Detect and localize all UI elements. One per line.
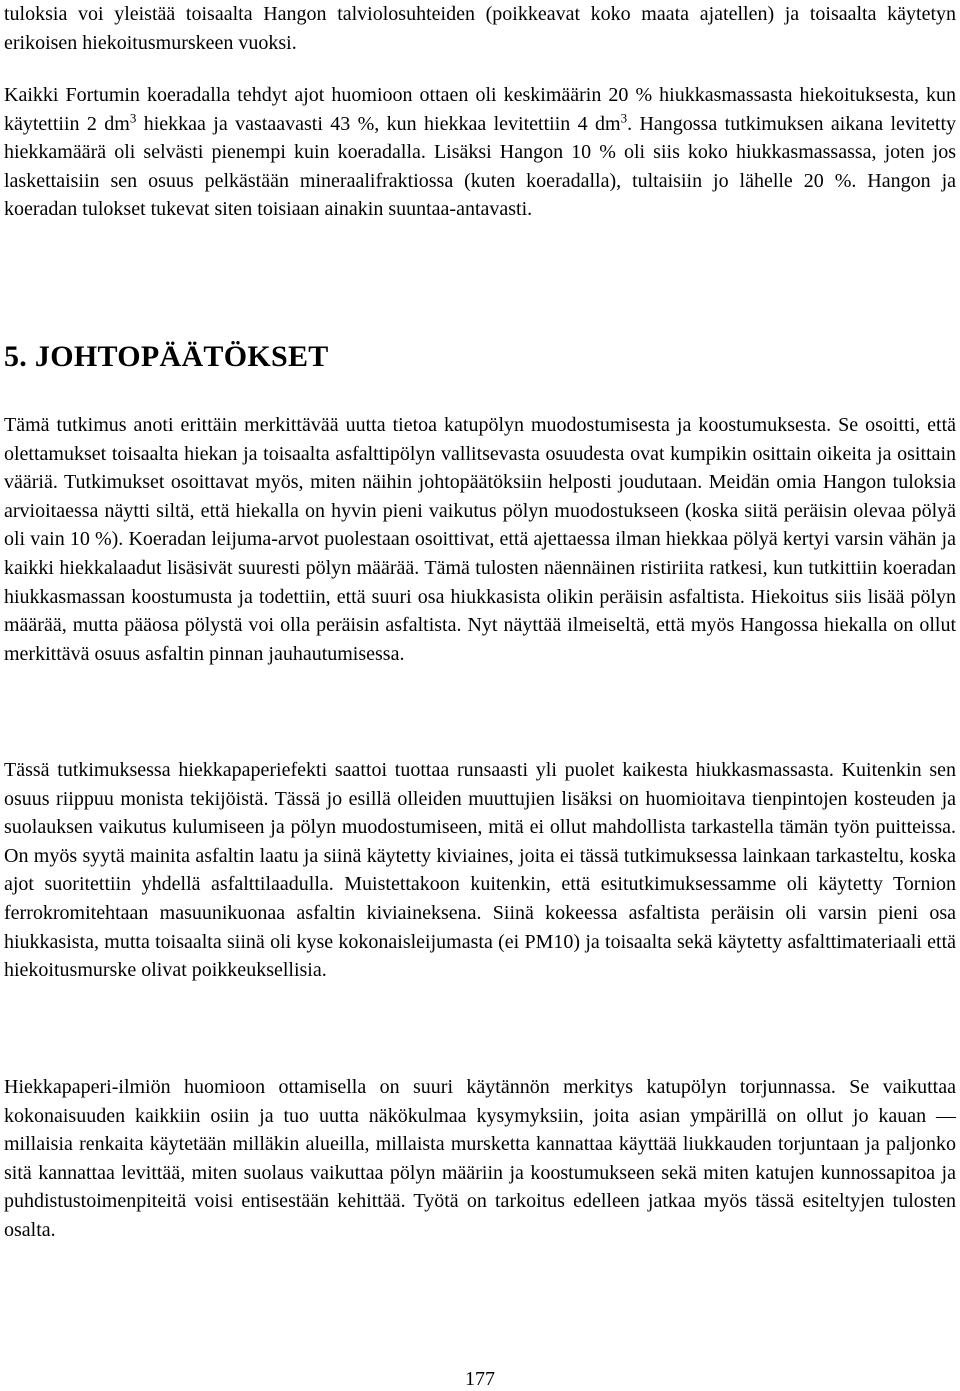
superscript: 3: [620, 109, 628, 125]
paragraph-text-part: Kaikki Fortumin koeradalla tehdyt ajot huomioon ottaen oli keskimäärin 20 % hiukkasmassasta hiekoituksesta, kun käytettiin 2 dm: [4, 84, 956, 135]
superscript: 3: [129, 109, 137, 125]
paragraph-conclusions: Tämä tutkimus anoti erittäin merkittävää uutta tietoa katupölyn muodostumisesta ja koostumuksesta. Se osoitti, että olettamukset toisaalta hiekan ja toisaalta asfalttipölyn vallitsevasta osuudesta ovat kumpikin osittain oikeita ja osittain vääriä. Tutkimukset osoittavat myös, miten näihin johtopäätöksiin helposti joudutaan. Meidän omia Hangon tuloksia arvioitaessa näytti siltä, että hiekalla on hyvin pieni vaikutus pölyn muodostukseen (koska siitä peräisin olevaa pölyä oli vain 10 %). Koeradan leijuma-arvot puolestaan osoittivat, että ajettaessa ilman hiekkaa pölyä kertyi varsin vähän ja kaikki hiekkalaadut lisäsivät suuresti pölyn määrää. Tämä tulosten näennäinen ristiriita ratkesi, kun tutkittiin koeradan hiukkasmassan koostumusta ja todettiin, että suuri osa hiukkasista olikin peräisin asfaltista. Hiekoitus siis lisää pölyn määrää, mutta pääosa pölystä voi olla peräisin asfaltista. Nyt näyttää ilmeiseltä, että myös Hangossa hiekalla on ollut merkittävä osuus asfaltin pinnan jauhautumisessa.: [4, 414, 956, 665]
paragraph-fortum-results: [4, 81, 956, 224]
paragraph-text-part: . Hangossa tutkimuksen aikana levitetty hiekkamäärä oli selvästi pienempi kuin koeradalla. Lisäksi Hangon 10 % oli siis koko hiukkasmassassa, joten jos laskettaisiin sen osuus pelkästään mineraalifraktiossa (kuten koeradalla), tultaisiin jo lähelle 20 %. Hangon ja koeradan tulokset tukevat siten toisiaan ainakin suuntaa-antavasti.: [4, 112, 957, 221]
paragraph-sandpaper-effect: Tässä tutkimuksessa hiekkapaperiefekti saattoi tuottaa runsaasti yli puolet kaikesta hiukkasmassasta. Kuitenkin sen osuus riippuu monista tekijöistä. Tässä jo esillä olleiden muuttujien lisäksi on huomioitava tienpintojen kosteuden ja suolauksen vaikutus kulumiseen ja pölyn muodostumiseen, mitä ei ollut mahdollista tarkastella tämän työn puitteissa. On myös syytä mainita asfaltin laatu ja siinä käytetty kiviaines, joita ei tässä tutkimuksessa lainkaan tarkasteltu, koska ajot suoritettiin yhdellä asfalttilaadulla. Muistettakoon kuitenkin, että esitutkimuksessamme oli käytetty Tornion ferrokromitehtaan masuunikuonaa asfaltin kiviaineksena. Siinä kokeessa asfaltista peräisin oli varsin pieni osa hiukkasista, mutta toisaalta siinä oli kyse kokonaisleijumasta (ei PM10) ja toisaalta sekä käytetty asfalttimateriaali että hiekoitusmurske olivat poikkeuksellisia.: [4, 759, 956, 982]
page-number: 177: [465, 1368, 495, 1390]
paragraph-text-part: hiekkaa ja vastaavasti 43 %, kun hiekkaa levitettiin 4 dm: [136, 112, 621, 135]
section-heading: 5. JOHTOPÄÄTÖKSET: [4, 340, 329, 373]
paragraph-intro-continuation: tuloksia voi yleistää toisaalta Hangon talviolosuhteiden (poikkeavat koko maata ajatellen) ja toisaalta käytetyn erikoisen hiekoitusmurskeen vuoksi.: [4, 3, 956, 54]
paragraph-practical-significance: Hiekkapaperi-ilmiön huomioon ottamisella on suuri käytännön merkitys katupölyn torjunnassa. Se vaikuttaa kokonaisuuden kaikkiin osiin ja tuo uutta näkökulmaa kysymyksiin, joita asian ympärillä on ollut jo kauan — millaisia renkaita käytetään milläkin alueilla, millaista mursketta kannattaa käyttää liukkauden torjuntaan ja paljonko sitä kannattaa levittää, miten suolaus vaikuttaa pölyn määriin ja koostumukseen sekä miten katujen kunnossapitoa ja puhdistustoimenpiteitä voisi entisestään kehittää. Työtä on tarkoitus edelleen jatkaa myös tässä esiteltyjen tulosten osalta.: [4, 1076, 956, 1241]
